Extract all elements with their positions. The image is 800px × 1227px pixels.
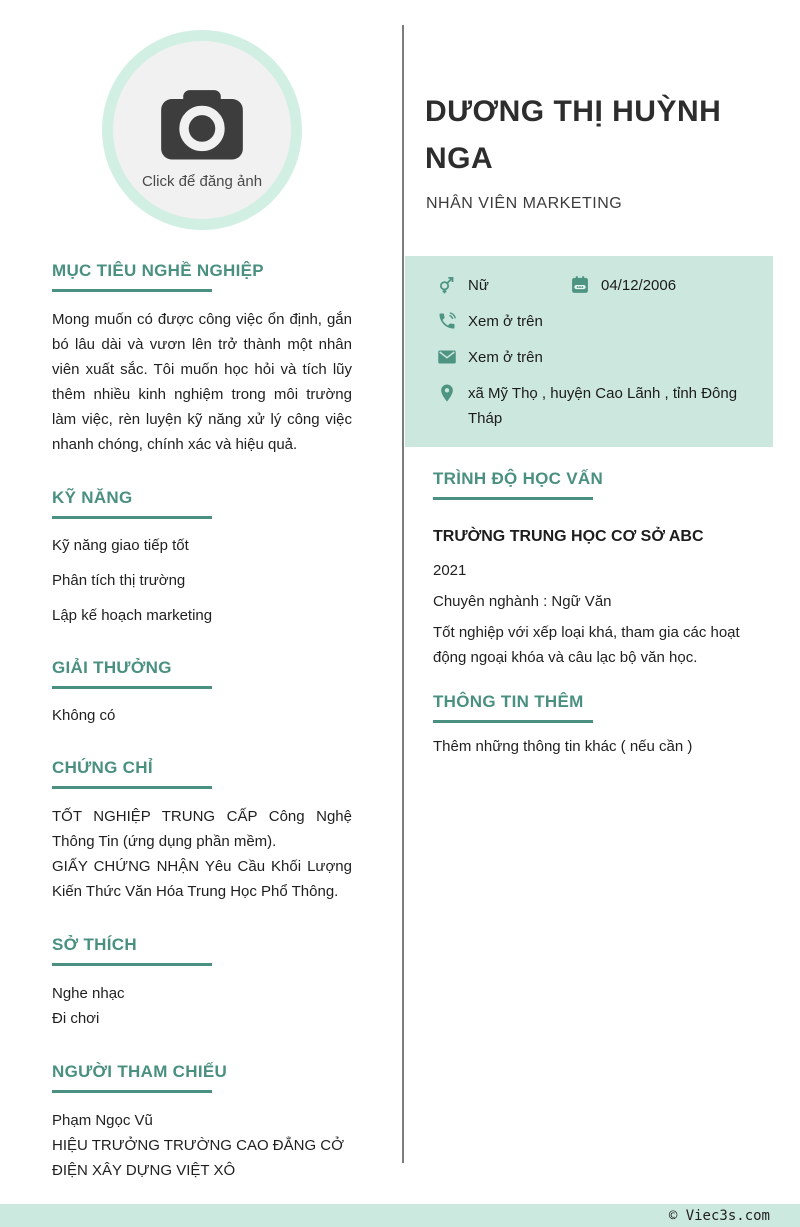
right-column	[405, 0, 800, 755]
photo-upload[interactable]	[102, 30, 302, 230]
location-icon	[437, 383, 457, 403]
reference-position: HIỆU TRƯỞNG TRƯỜNG CAO ĐẲNG CỞ ĐIỆN XÂY DỰNG VIỆT XÔ	[52, 1137, 345, 1179]
email-value: Xem ở trên	[468, 349, 543, 366]
skill-item: Lập kế hoạch marketing	[52, 607, 213, 624]
additional-info-text: Thêm những thông tin khác ( nếu cần )	[433, 738, 693, 755]
footer-bar	[0, 1204, 800, 1227]
phone-icon	[437, 311, 457, 331]
section-title-education: TRÌNH ĐỘ HỌC VẤN	[433, 469, 604, 488]
email-icon	[437, 347, 457, 367]
skill-item: Phân tích thị trường	[52, 572, 186, 589]
address-value: xã Mỹ Thọ , huyện Cao Lãnh , tỉnh Đông Tháp	[468, 385, 738, 427]
objective-text: Mong muốn có được công việc ổn định, gắn bó lâu dài và vươn lên trở thành một nhân viên xuất sắc. Tôi muốn học hỏi và tích lũy thêm nhiều kinh nghiệm trong môi trường làm việc, rèn luyện kỹ năng xử lý công việc nhanh chóng, chính xác và hiệu quả.	[52, 311, 352, 453]
gender-value: Nữ	[468, 277, 489, 294]
section-underline	[52, 686, 212, 689]
certificate-line: GIẤY CHỨNG NHẬN Yêu Cầu Khối Lượng Kiến Thức Văn Hóa Trung Học Phổ Thông.	[52, 858, 352, 900]
education-year: 2021	[433, 562, 467, 579]
education-school: TRƯỜNG TRUNG HỌC CƠ SỞ ABC	[433, 528, 704, 545]
section-underline	[52, 516, 212, 519]
birth-date-value: 04/12/2006	[601, 277, 677, 294]
section-underline	[433, 720, 593, 723]
section-education	[433, 469, 775, 670]
phone-value: Xem ở trên	[468, 313, 543, 330]
left-column	[0, 0, 402, 1183]
photo-upload-label: Click để đăng ảnh	[141, 172, 263, 190]
section-title-references: NGƯỜI THAM CHIẾU	[52, 1062, 228, 1081]
contact-row-phone	[437, 309, 755, 334]
section-title-certificates: CHỨNG CHỈ	[52, 758, 153, 777]
hobby-item: Đi chơi	[52, 1010, 100, 1027]
hobby-item: Nghe nhạc	[52, 985, 125, 1002]
reference-name: Phạm Ngọc Vũ	[52, 1112, 153, 1129]
gender-icon	[437, 275, 457, 295]
section-awards	[52, 658, 352, 727]
calendar-icon	[570, 275, 590, 295]
contact-row-gender-birthdate	[437, 273, 755, 298]
section-title-objective: MỤC TIÊU NGHỀ NGHIỆP	[52, 261, 264, 280]
section-hobbies	[52, 935, 352, 1031]
section-certificates	[52, 758, 352, 904]
section-title-hobbies: SỞ THÍCH	[52, 935, 137, 954]
education-description: Tốt nghiệp với xếp loại khá, tham gia các hoạt động ngoại khóa và câu lạc bộ văn học.	[433, 624, 740, 666]
section-underline	[52, 963, 212, 966]
contact-card	[405, 256, 773, 447]
skill-item: Kỹ năng giao tiếp tốt	[52, 537, 189, 554]
job-title: NHÂN VIÊN MARKETING	[426, 195, 623, 212]
certificate-line: TỐT NGHIỆP TRUNG CẤP Công Nghệ Thông Tin (ứng dụng phần mềm).	[52, 808, 352, 850]
contact-row-email	[437, 345, 755, 370]
section-underline	[52, 786, 212, 789]
section-title-skills: KỸ NĂNG	[52, 488, 133, 507]
section-underline	[52, 289, 212, 292]
column-divider	[402, 25, 404, 1163]
candidate-name: DƯƠNG THỊ HUỲNH NGA	[425, 95, 722, 175]
section-underline	[52, 1090, 212, 1093]
section-underline	[433, 497, 593, 500]
section-additional-info	[433, 692, 775, 755]
contact-row-address	[437, 381, 755, 431]
footer-copyright: © Viec3s.com	[668, 1207, 770, 1224]
education-major: Chuyên nghành : Ngữ Văn	[433, 593, 612, 610]
section-title-awards: GIẢI THƯỞNG	[52, 658, 172, 677]
section-skills	[52, 488, 352, 627]
camera-icon	[146, 77, 258, 175]
photo-placeholder	[113, 41, 291, 219]
section-title-additional-info: THÔNG TIN THÊM	[433, 692, 584, 711]
section-references	[52, 1062, 352, 1183]
award-item: Không có	[52, 707, 116, 724]
section-objective	[52, 261, 352, 457]
